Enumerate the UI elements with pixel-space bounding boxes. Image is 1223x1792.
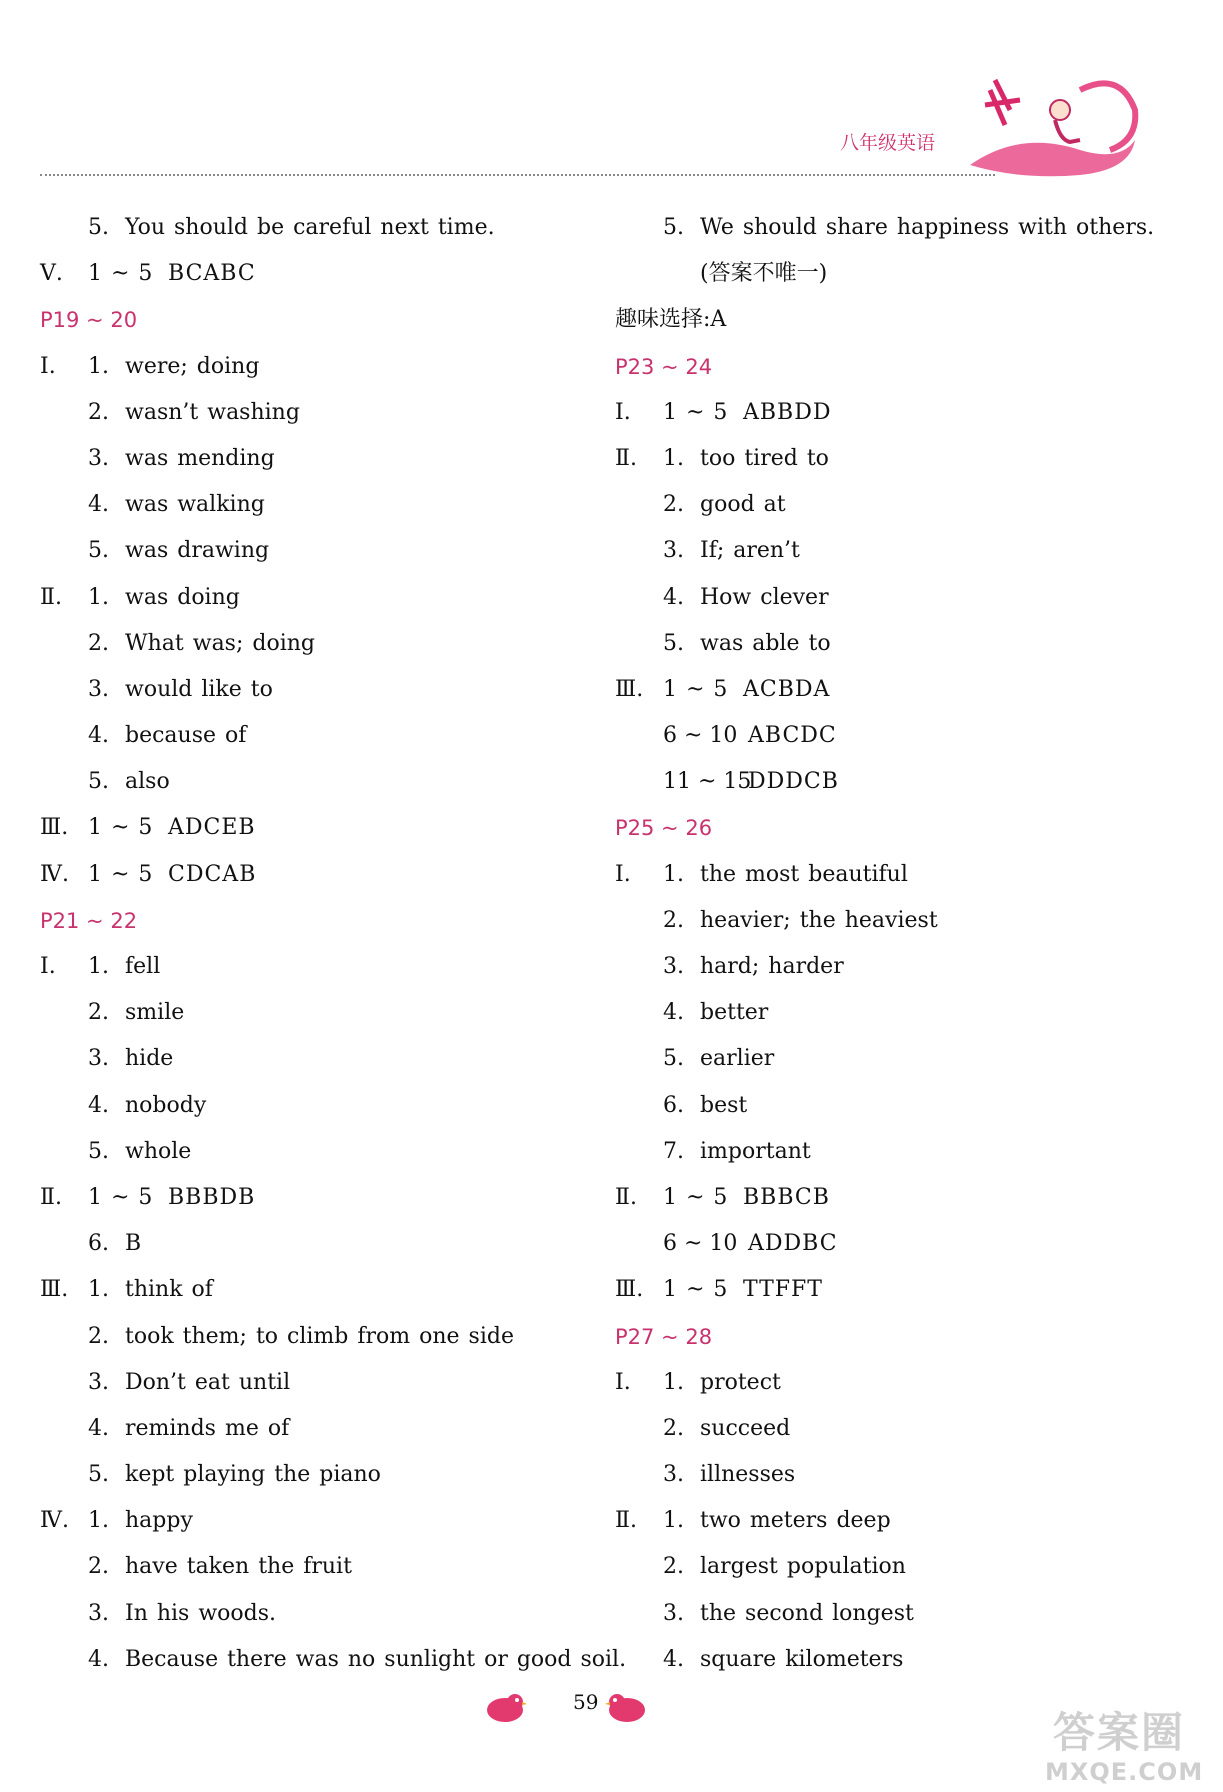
item-number: 1.: [88, 1277, 109, 1303]
item-number: 5.: [663, 1046, 684, 1072]
answer-text: have taken the fruit: [125, 1554, 352, 1580]
answer-line: [615, 621, 1155, 667]
answer-line: [615, 205, 1155, 251]
answer-line: [615, 898, 1155, 944]
item-range: 1 ~ 5: [663, 1277, 728, 1303]
watermark-title: 答案圈: [1053, 1708, 1186, 1757]
answer-line: [615, 1175, 1155, 1221]
answer-text: We should share happiness with others.: [700, 215, 1155, 240]
answer-text: took them; to climb from one side: [125, 1323, 514, 1349]
section-heading-text: P25 ~ 26: [615, 816, 713, 841]
choice-answers: ABCDC: [748, 723, 837, 749]
choice-answers: BCABC: [168, 261, 256, 287]
part-numeral: Ⅴ.: [40, 261, 63, 287]
answer-line: [40, 990, 580, 1036]
item-number: 1.: [88, 954, 109, 979]
answer-text: fell: [125, 954, 161, 979]
item-number: 3.: [88, 1600, 109, 1626]
right-answer-column: [615, 205, 1155, 1683]
answer-line: [40, 1637, 627, 1683]
answer-line: [615, 1267, 1155, 1313]
note-text: (答案不唯一): [700, 261, 828, 287]
item-number: 2.: [88, 1000, 109, 1026]
answer-line: [615, 1406, 1155, 1452]
answer-text: 趣味选择:A: [615, 307, 727, 333]
answer-line: [40, 1036, 580, 1082]
answer-text: nobody: [125, 1092, 207, 1118]
item-range: 11 ~ 15: [663, 769, 752, 795]
section-heading: [615, 805, 1155, 851]
choice-answers: ABBDD: [743, 399, 832, 425]
answer-text: Don’t eat until: [125, 1369, 291, 1395]
answer-line: [615, 436, 1155, 482]
choice-answers: DDDCB: [748, 769, 839, 795]
part-numeral: Ⅱ.: [40, 584, 62, 610]
answer-line: [615, 713, 1155, 759]
item-number: 5.: [88, 1462, 109, 1488]
part-numeral: Ⅱ.: [615, 1508, 637, 1534]
answer-note: [615, 251, 1155, 297]
answer-line: [40, 805, 580, 851]
section-heading: [615, 344, 1155, 390]
item-number: 5.: [88, 769, 109, 795]
item-number: 2.: [88, 1554, 109, 1580]
answer-line: [40, 1221, 580, 1267]
answer-line: [40, 344, 580, 390]
header-label: 八年级英语: [840, 132, 936, 154]
part-numeral: Ⅰ.: [40, 353, 56, 379]
choice-answers: BBBDB: [168, 1184, 256, 1210]
pink-bird-icon: [605, 1690, 647, 1724]
answer-text: Because there was no sunlight or good soil.: [125, 1646, 627, 1672]
answer-text: hard; harder: [700, 954, 844, 979]
item-number: 4.: [88, 723, 109, 749]
item-number: 4.: [663, 584, 684, 610]
answer-text: reminds me of: [125, 1415, 290, 1441]
item-number: 4.: [663, 1000, 684, 1026]
answer-line: [615, 1360, 1155, 1406]
part-numeral: Ⅰ.: [40, 954, 56, 979]
answer-line: [40, 575, 580, 621]
answer-text: whole: [125, 1138, 192, 1164]
section-heading: [40, 898, 580, 944]
answer-line: [615, 575, 1155, 621]
item-number: 3.: [88, 1369, 109, 1395]
answer-line: [40, 1498, 580, 1544]
part-numeral: Ⅲ.: [615, 1277, 644, 1303]
item-range: 1 ~ 5: [88, 261, 153, 287]
answer-text: In his woods.: [125, 1600, 277, 1626]
page-number: 59: [573, 1690, 599, 1714]
choice-answers: ACBDA: [743, 676, 831, 702]
answer-line: [615, 1083, 1155, 1129]
answer-line: [40, 1267, 580, 1313]
item-range: 1 ~ 5: [88, 861, 153, 887]
item-number: 1.: [663, 1508, 684, 1534]
choice-answers: CDCAB: [168, 861, 257, 887]
item-number: 4.: [663, 1646, 684, 1672]
item-number: 7.: [663, 1138, 684, 1164]
part-numeral: Ⅲ.: [40, 1277, 69, 1303]
item-number: 2.: [88, 630, 109, 656]
answer-line: [40, 852, 580, 898]
answer-line: [40, 1591, 580, 1637]
answer-text: was doing: [125, 584, 240, 610]
answer-line: [615, 990, 1155, 1036]
answer-text: square kilometers: [700, 1646, 904, 1672]
answer-text: kept playing the piano: [125, 1462, 381, 1488]
answer-line: [615, 1036, 1155, 1082]
item-number: 4.: [88, 1646, 109, 1672]
part-numeral: Ⅱ.: [40, 1184, 62, 1210]
answer-text: hide: [125, 1046, 174, 1072]
answer-text: heavier; the heaviest: [700, 907, 938, 933]
answer-line: [615, 852, 1155, 898]
answer-line: [40, 1406, 580, 1452]
choice-answers: ADCEB: [168, 815, 256, 841]
answer-text: If; aren’t: [700, 538, 800, 564]
item-range: 1 ~ 5: [663, 399, 728, 425]
item-range: 1 ~ 5: [88, 1184, 153, 1210]
section-heading-text: P21 ~ 22: [40, 908, 138, 933]
answer-text: the most beautiful: [700, 861, 908, 887]
answer-text: You should be careful next time.: [125, 215, 495, 240]
answer-text: because of: [125, 723, 247, 749]
answer-text: two meters deep: [700, 1508, 891, 1534]
answer-text: also: [125, 769, 170, 795]
answer-line: [615, 1544, 1155, 1590]
item-number: 4.: [88, 1092, 109, 1118]
answer-text: was walking: [125, 492, 265, 518]
item-range: 6 ~ 10: [663, 1231, 738, 1257]
answer-text: were; doing: [125, 353, 260, 379]
answer-line: [615, 667, 1155, 713]
section-heading-text: P27 ~ 28: [615, 1324, 713, 1349]
answer-line: [40, 1544, 580, 1590]
answer-text: think of: [125, 1277, 213, 1303]
item-number: 5.: [663, 215, 684, 240]
answer-text: protect: [700, 1369, 781, 1395]
answer-line: [40, 1360, 580, 1406]
item-number: 5.: [663, 630, 684, 656]
part-numeral: Ⅳ.: [40, 1508, 69, 1534]
item-number: 1.: [663, 445, 684, 471]
answer-text: What was; doing: [125, 630, 315, 656]
answer-line: [40, 251, 580, 297]
answer-line: [40, 944, 580, 990]
answer-text: happy: [125, 1508, 193, 1534]
item-number: 5.: [88, 215, 109, 240]
item-number: 2.: [88, 399, 109, 425]
answer-line: [615, 482, 1155, 528]
item-number: 6.: [663, 1092, 684, 1118]
answer-text: largest population: [700, 1554, 906, 1580]
answer-text: How clever: [700, 584, 829, 610]
answer-line: [40, 1083, 580, 1129]
item-number: 6.: [88, 1231, 109, 1257]
choice-answers: BBBCB: [743, 1184, 830, 1210]
left-answer-column: [40, 205, 627, 1683]
watermark-url: MXQE.COM: [1045, 1758, 1204, 1786]
answer-line: [40, 436, 580, 482]
answer-text: wasn’t washing: [125, 399, 300, 425]
item-number: 1.: [88, 353, 109, 379]
item-range: 1 ~ 5: [88, 815, 153, 841]
answer-line: [40, 1129, 580, 1175]
part-numeral: Ⅳ.: [40, 861, 69, 887]
answer-line: [615, 1221, 1155, 1267]
answer-line: [615, 1591, 1155, 1637]
answer-line: [40, 528, 580, 574]
answer-line: [40, 1314, 580, 1360]
item-number: 1.: [663, 861, 684, 887]
answer-text: too tired to: [700, 445, 829, 471]
answer-text: good at: [700, 492, 786, 518]
item-number: 3.: [663, 1462, 684, 1488]
item-number: 2.: [663, 492, 684, 518]
part-numeral: Ⅰ.: [615, 399, 631, 425]
item-range: 6 ~ 10: [663, 723, 738, 749]
item-number: 1.: [88, 1508, 109, 1534]
item-number: 3.: [88, 676, 109, 702]
item-number: 1.: [663, 1369, 684, 1395]
answer-line: [40, 759, 580, 805]
answer-line: [40, 1175, 580, 1221]
answer-text: better: [700, 1000, 769, 1026]
part-numeral: Ⅱ.: [615, 445, 637, 471]
answer-line: [40, 621, 580, 667]
header-divider: [40, 174, 995, 176]
answer-line: [615, 1498, 1155, 1544]
choice-answers: ADDBC: [748, 1231, 838, 1257]
answer-text: important: [700, 1138, 811, 1164]
answer-line: [40, 1452, 580, 1498]
answer-text: smile: [125, 1000, 185, 1026]
item-number: 3.: [663, 954, 684, 979]
answer-text: best: [700, 1092, 748, 1118]
item-range: 1 ~ 5: [663, 676, 728, 702]
answer-text: was drawing: [125, 538, 270, 564]
item-number: 4.: [88, 1415, 109, 1441]
answer-text: succeed: [700, 1415, 791, 1441]
part-numeral: Ⅰ.: [615, 1369, 631, 1395]
item-number: 2.: [663, 1415, 684, 1441]
answer-line: [615, 944, 1155, 990]
answer-line: [615, 390, 1155, 436]
answer-line: [615, 1637, 1155, 1683]
section-heading: [615, 1314, 1155, 1360]
answer-line: [615, 1452, 1155, 1498]
part-numeral: Ⅱ.: [615, 1184, 637, 1210]
answer-text: illnesses: [700, 1462, 796, 1488]
part-numeral: Ⅲ.: [615, 676, 644, 702]
answer-text: B: [125, 1231, 142, 1257]
item-number: 5.: [88, 538, 109, 564]
item-number: 2.: [663, 1554, 684, 1580]
surfer-girl-illustration: [960, 70, 1140, 180]
item-number: 5.: [88, 1138, 109, 1164]
item-number: 3.: [88, 445, 109, 471]
answer-text: the second longest: [700, 1600, 914, 1626]
answer-text: was mending: [125, 445, 275, 471]
answer-text: was able to: [700, 630, 831, 656]
answer-line: [40, 713, 580, 759]
item-number: 1.: [88, 584, 109, 610]
answer-text: would like to: [125, 676, 273, 702]
answer-line: [615, 297, 1155, 343]
part-numeral: Ⅲ.: [40, 815, 69, 841]
item-number: 2.: [88, 1323, 109, 1349]
watermark: [1045, 1700, 1220, 1790]
section-heading: [40, 297, 580, 343]
section-heading-text: P23 ~ 24: [615, 354, 713, 379]
part-numeral: Ⅰ.: [615, 861, 631, 887]
item-number: 3.: [663, 1600, 684, 1626]
answer-line: [40, 667, 580, 713]
item-number: 2.: [663, 907, 684, 933]
answer-line: [615, 528, 1155, 574]
pink-bird-icon: [485, 1690, 527, 1724]
section-heading-text: P19 ~ 20: [40, 308, 138, 333]
answer-text: earlier: [700, 1046, 775, 1072]
answer-line: [40, 205, 580, 251]
item-number: 3.: [88, 1046, 109, 1072]
item-number: 4.: [88, 492, 109, 518]
item-range: 1 ~ 5: [663, 1184, 728, 1210]
choice-answers: TTFFT: [743, 1277, 823, 1303]
answer-line: [615, 759, 1155, 805]
item-number: 3.: [663, 538, 684, 564]
answer-line: [40, 482, 580, 528]
answer-line: [40, 390, 580, 436]
answer-line: [615, 1129, 1155, 1175]
